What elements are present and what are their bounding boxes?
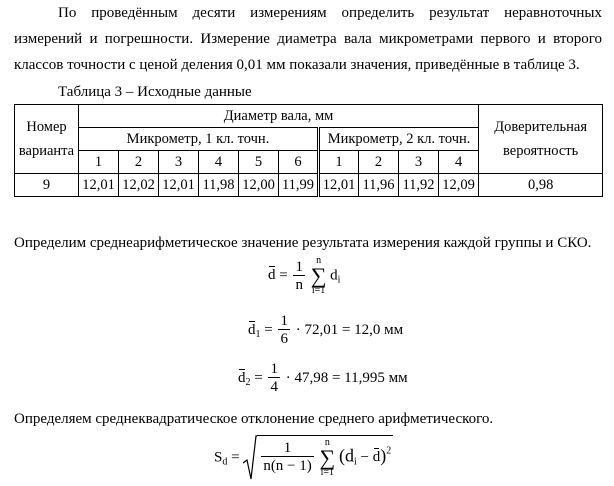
std-term: (d [338, 444, 354, 465]
fraction-denominator: 4 [270, 379, 278, 395]
sum-upper-limit: n [316, 255, 322, 266]
sum-term: d [330, 267, 338, 284]
col-g1-2: 2 [119, 151, 159, 174]
col-g2-3: 3 [399, 151, 439, 174]
col-g1-1: 1 [79, 151, 119, 174]
formula-mean-general: d = $\frac{1}{n}$ n ∑ i=1 $d_i$ [268, 255, 341, 296]
intro-text: По проведённым десяти измерениям определить результат неравноточных измерений и погрешности. Измерение диаметра вала микрометрами первого и второго классов точности с ценой деления 0,01 мм показали значения, приведённые в таблице 3. [14, 5, 602, 73]
sum-lower-limit: i=1 [320, 466, 335, 478]
formula-mean-fraction [293, 259, 305, 294]
std-intro-line: Определяем среднеквадратическое отклонение среднего арифметического. [14, 411, 494, 427]
formula-mean-1: $d_1$ = $\frac{1}{6}$ · 72,01 = 12,0 мм [248, 313, 404, 347]
fraction-numerator: 1 [270, 361, 278, 377]
sqrt-radical [243, 435, 393, 481]
sum-symbol: n ∑ i=1 [319, 436, 336, 478]
cell-g2-4: 12,09 [439, 174, 479, 197]
mean1-lhs-index: 1 [255, 328, 261, 340]
header-diameter: Диаметр вала, мм [79, 105, 479, 128]
col-g1-5: 5 [239, 151, 279, 174]
col-g2-1: 1 [319, 151, 359, 174]
std-term-minus: − [356, 448, 373, 465]
header-group2: Микрометр, 2 кл. точн. [319, 128, 479, 151]
header-confidence: Доверительная вероятность [479, 105, 603, 174]
cell-confidence: 0,98 [479, 174, 603, 197]
std-fraction [261, 440, 313, 475]
cell-g2-3: 11,92 [399, 174, 439, 197]
table-row [15, 174, 603, 197]
formula-mean-lhs: d [268, 267, 276, 284]
fraction-numerator: 1 [280, 313, 288, 329]
cell-g1-6: 11,99 [279, 174, 319, 197]
fraction-denominator: n [295, 276, 303, 293]
mean1-fraction [278, 313, 290, 348]
radical-sign-icon [243, 435, 257, 481]
header-group1: Микрометр, 1 кл. точн. [79, 128, 319, 151]
cell-g1-4: 11,98 [199, 174, 239, 197]
header-variant: Номер варианта [15, 105, 79, 174]
std-term-close: ) [380, 444, 387, 465]
cell-g1-5: 12,00 [239, 174, 279, 197]
sum-symbol: n ∑ i=1 [310, 255, 327, 296]
std-power: 2 [386, 444, 392, 456]
cell-variant: 9 [15, 174, 79, 197]
sum-lower-limit: i=1 [311, 285, 326, 296]
fraction-numerator: 1 [261, 440, 313, 457]
source-data-table [14, 104, 603, 197]
cell-g1-2: 12,02 [119, 174, 159, 197]
table-caption: Таблица 3 – Исходные данные [58, 84, 252, 100]
sum-term-index: i [337, 274, 341, 286]
mean2-lhs-index: 2 [245, 376, 251, 388]
fraction-numerator: 1 [295, 258, 303, 275]
col-g2-2: 2 [359, 151, 399, 174]
cell-g2-1: 12,01 [319, 174, 359, 197]
mean2-lhs: d [238, 369, 246, 386]
formula-mean-2: $d_2$ = $\frac{1}{4}$ · 47,98 = 11,995 мм [238, 361, 408, 395]
col-g1-4: 4 [199, 151, 239, 174]
cell-g1-1: 12,01 [79, 174, 119, 197]
formula-std: $S_d$ = $\frac{1}{n(n - 1)}$ n ∑ i=1 $(d_i - d)^2$ [214, 435, 393, 481]
std-lhs-index: d [222, 456, 228, 468]
fraction-denominator: n(n − 1) [263, 458, 312, 474]
radical-body [257, 435, 393, 478]
mean1-value: · 72,01 = 12,0 мм [295, 321, 404, 338]
cell-g2-2: 11,96 [359, 174, 399, 197]
std-term-index: i [353, 455, 357, 467]
mean1-lhs: d [248, 321, 256, 338]
mean2-fraction [268, 361, 280, 396]
mean-intro-line: Определим среднеарифметическое значение результата измерения каждой группы и СКО. [14, 235, 592, 251]
col-g1-3: 3 [159, 151, 199, 174]
std-lhs: S [214, 449, 223, 466]
mean2-value: · 47,98 = 11,995 мм [285, 369, 408, 386]
cell-g1-3: 12,01 [159, 174, 199, 197]
col-g1-6: 6 [279, 151, 319, 174]
std-term-mean: d [372, 448, 381, 465]
col-g2-4: 4 [439, 151, 479, 174]
fraction-denominator: 6 [280, 331, 288, 347]
sum-upper-limit: n [324, 436, 330, 448]
intro-paragraph [14, 0, 602, 78]
